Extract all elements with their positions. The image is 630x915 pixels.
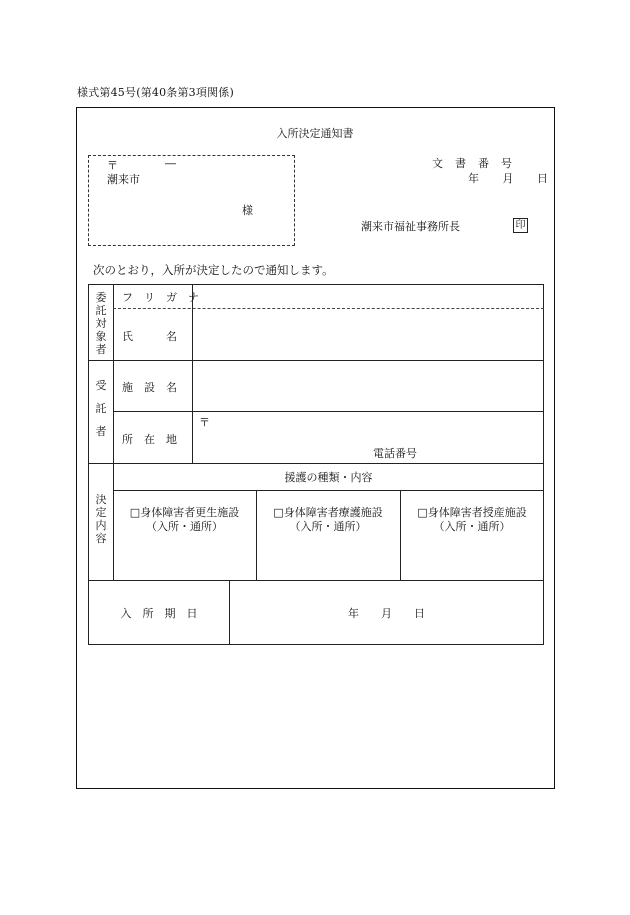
name-label: 氏 名 — [122, 330, 177, 343]
intro-text: 次のとおり，入所が決定したので通知します。 — [93, 263, 334, 277]
support-type-header: 援護の種類・内容 — [284, 471, 373, 484]
location-postal-mark: 〒 — [199, 416, 210, 429]
consignee-label: 受 託 者 — [95, 379, 107, 438]
option-rehabilitation-facility: □身体障害者更生施設 （入所・通所） — [129, 506, 240, 533]
issuer-name: 潮来市福祉事務所長 — [361, 220, 460, 233]
furigana-label: フ リ ガ ナ — [122, 291, 199, 304]
location-label: 所 在 地 — [122, 433, 177, 446]
recipient-city: 潮来市 — [107, 173, 140, 186]
decision-table — [88, 284, 544, 645]
admission-date-value: 年 月 日 — [348, 607, 425, 620]
decision-label: 決 定 内 容 — [95, 493, 107, 545]
form-number: 様式第45号(第40条第3項関係) — [77, 86, 234, 99]
document-title: 入所決定通知書 — [276, 127, 354, 140]
option-care-facility: □身体障害者療護施設 （入所・通所） — [273, 506, 383, 533]
postal-dash: ― — [165, 157, 176, 170]
postal-mark: 〒 — [107, 159, 118, 172]
recipient-address-box — [88, 155, 295, 246]
honorific: 様 — [242, 204, 253, 217]
facility-name-label: 施 設 名 — [122, 381, 177, 394]
option-vocational-facility: □身体障害者授産施設 （入所・通所） — [417, 506, 527, 533]
document-number-label: 文 書 番 号 — [432, 157, 513, 170]
seal-mark: 印 — [513, 218, 528, 233]
admission-date-label: 入 所 期 日 — [120, 607, 198, 620]
phone-label: 電話番号 — [373, 447, 417, 460]
subject-label: 委 託 対 象 者 — [95, 291, 107, 356]
date-label: 年 月 日 — [468, 172, 549, 185]
